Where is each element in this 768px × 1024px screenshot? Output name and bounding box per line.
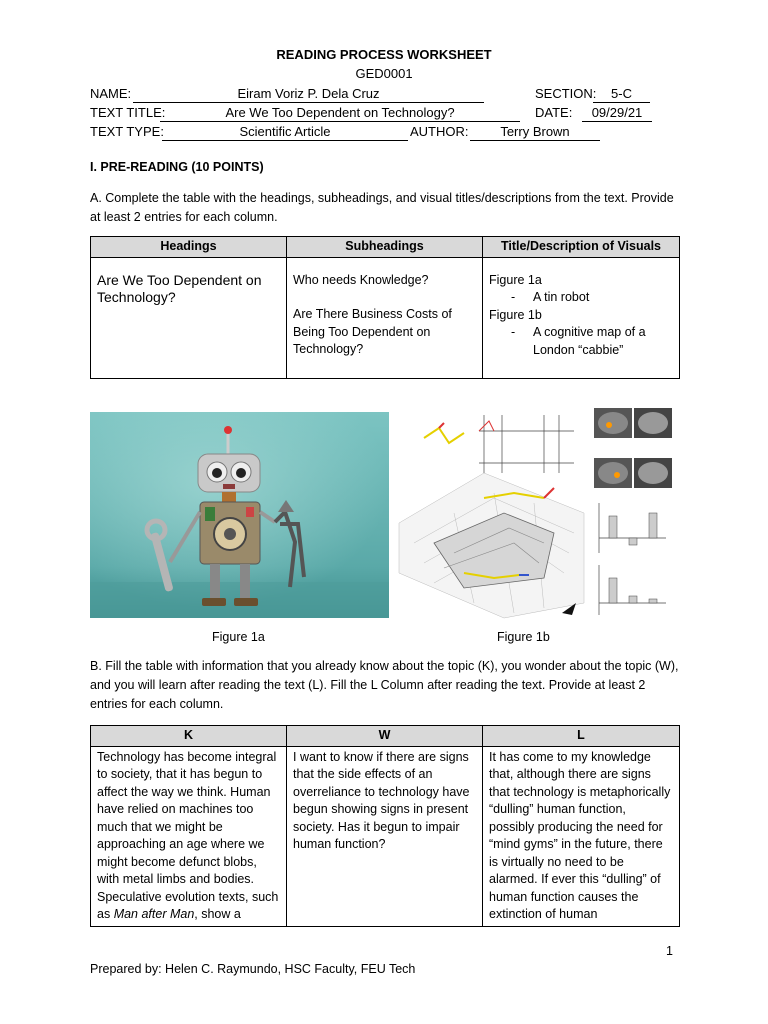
text-title-label: TEXT TITLE: xyxy=(90,105,166,120)
visual-1-desc: - A tin robot xyxy=(489,289,673,307)
section-value: 5-C xyxy=(593,86,650,103)
visual-1-title: Figure 1a xyxy=(489,272,542,287)
col-header-l: L xyxy=(483,726,680,747)
figure-1a-robot-image xyxy=(90,412,389,618)
section-label: SECTION: xyxy=(535,86,597,101)
w-cell xyxy=(287,746,483,926)
k-text-before: Technology has become integral to society, that it has begun to affect the way we think. Human have relied on machines too much that we might be approaching an age where we might become defunct blobs, with metal limbs and bodies. Speculative evolution texts, such as xyxy=(97,749,279,921)
l-cell xyxy=(483,746,680,926)
course-code: GED0001 xyxy=(355,66,413,81)
text-title-row xyxy=(90,105,680,123)
text-type-value: Scientific Article xyxy=(162,124,408,141)
figure-1b-caption: Figure 1b xyxy=(497,630,550,644)
name-value: Eiram Voriz P. Dela Cruz xyxy=(133,86,484,103)
table-headings-subheadings-visuals xyxy=(90,236,680,379)
prepared-by: Prepared by: Helen C. Raymundo, HSC Faculty, FEU Tech xyxy=(90,962,416,976)
figure-1a-caption: Figure 1a xyxy=(212,630,265,644)
name-label: NAME: xyxy=(90,86,132,101)
subheading-2: Are There Business Costs of Being Too Dependent on Technology? xyxy=(293,307,452,356)
table-kwl xyxy=(90,725,680,927)
w-text: I want to know if there are signs that the side effects of an overreliance to technology have begun showing signs in present society. Has it begun to impair human function? xyxy=(293,749,470,851)
col-header-k: K xyxy=(91,726,287,747)
k-cell xyxy=(91,746,287,926)
col-header-headings: Headings xyxy=(91,237,287,258)
subheadings-cell xyxy=(287,257,483,378)
worksheet-title: READING PROCESS WORKSHEET xyxy=(276,47,492,62)
visuals-cell xyxy=(483,257,680,378)
figure-1b-cognitive-map-image xyxy=(394,403,676,623)
k-text-italic: Man after Man xyxy=(113,907,195,921)
visual-2-title: Figure 1b xyxy=(489,307,542,322)
heading-entry xyxy=(91,257,287,378)
section-heading: I. PRE-READING (10 POINTS) xyxy=(90,160,264,174)
col-header-subheadings: Subheadings xyxy=(287,237,483,258)
text-type-row xyxy=(90,124,680,142)
page-number: 1 xyxy=(666,944,673,958)
subheading-1: Who needs Knowledge? xyxy=(293,272,429,287)
k-text-after: , show a xyxy=(194,907,241,921)
instruction-b: B. Fill the table with information that you already know about the topic (K), you wonder about the topic (W), and you will learn after reading the text (L). Fill the L Column after reading the text. Provide at least 2 entries for each column. xyxy=(90,659,679,711)
text-title-value: Are We Too Dependent on Technology? xyxy=(160,105,520,122)
heading-entry-text: Are We Too Dependent on Technology? xyxy=(97,271,262,305)
date-label: DATE: xyxy=(535,105,573,120)
l-text: It has come to my knowledge that, although there are signs that technology is metaphorically “dulling” human function, possibly producing the need for “mind gyms” in the future, there is virtually no need to be alarmed. If ever this “dulling” of human function causes the extinction of human xyxy=(489,749,671,921)
author-label: AUTHOR: xyxy=(410,124,469,139)
col-header-w: W xyxy=(287,726,483,747)
name-row xyxy=(90,86,680,104)
date-value: 09/29/21 xyxy=(582,105,652,122)
visual-2-desc: - A cognitive map of a London “cabbie” xyxy=(489,324,673,359)
text-type-label: TEXT TYPE: xyxy=(90,124,164,139)
instruction-a: A. Complete the table with the headings, subheadings, and visual titles/descriptions from the text. Provide at least 2 entries for each column. xyxy=(90,191,674,224)
col-header-visuals: Title/Description of Visuals xyxy=(483,237,680,258)
author-value: Terry Brown xyxy=(470,124,600,141)
